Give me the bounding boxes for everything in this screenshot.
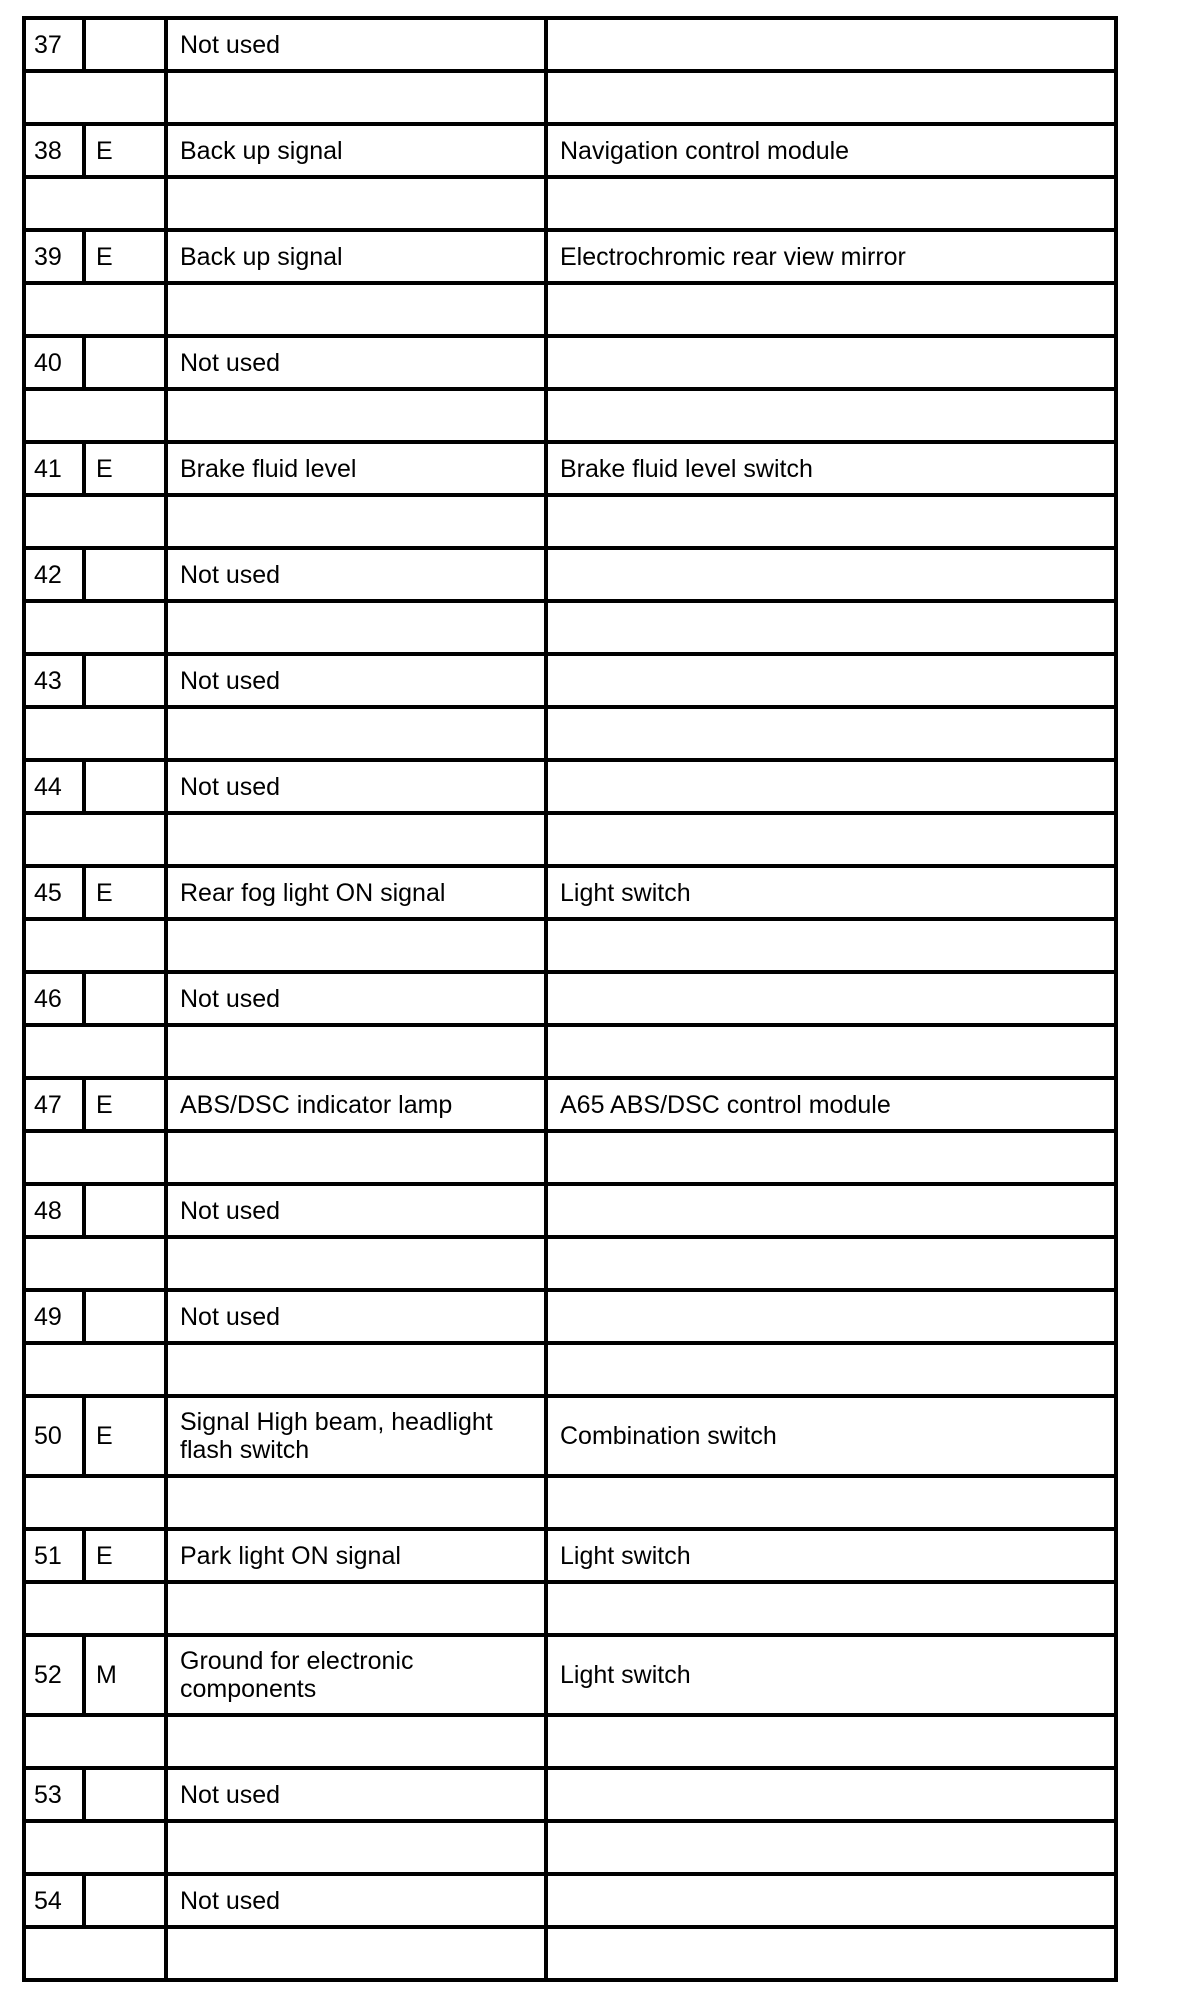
spacer-row xyxy=(24,389,1116,442)
empty-cell xyxy=(24,707,166,760)
table-row xyxy=(24,336,1116,389)
pin-number-cell: 38 xyxy=(24,124,84,177)
empty-cell xyxy=(24,601,166,654)
table-row xyxy=(24,654,1116,707)
signal-type-cell: E xyxy=(84,866,166,919)
component-cell: Light switch xyxy=(546,1635,1116,1715)
table-row xyxy=(24,548,1116,601)
empty-cell xyxy=(24,1927,166,1980)
empty-cell xyxy=(24,283,166,336)
empty-cell xyxy=(24,389,166,442)
empty-cell xyxy=(166,1715,546,1768)
table-row xyxy=(24,1635,1116,1715)
signal-type-cell xyxy=(84,1290,166,1343)
empty-cell xyxy=(546,1821,1116,1874)
empty-cell xyxy=(166,283,546,336)
component-cell: Brake fluid level switch xyxy=(546,442,1116,495)
description-cell: Not used xyxy=(166,1768,546,1821)
empty-cell xyxy=(546,283,1116,336)
component-cell xyxy=(546,1184,1116,1237)
empty-cell xyxy=(24,1131,166,1184)
component-cell xyxy=(546,1290,1116,1343)
table-row xyxy=(24,124,1116,177)
table-row xyxy=(24,760,1116,813)
description-cell: Not used xyxy=(166,1184,546,1237)
pin-number-cell: 52 xyxy=(24,1635,84,1715)
empty-cell xyxy=(166,1821,546,1874)
description-cell: Back up signal xyxy=(166,124,546,177)
empty-cell xyxy=(166,495,546,548)
empty-cell xyxy=(24,1237,166,1290)
pin-number-cell: 53 xyxy=(24,1768,84,1821)
description-cell: Ground for electronic components xyxy=(166,1635,546,1715)
empty-cell xyxy=(24,177,166,230)
empty-cell xyxy=(166,389,546,442)
description-cell: Not used xyxy=(166,336,546,389)
empty-cell xyxy=(166,1343,546,1396)
empty-cell xyxy=(546,707,1116,760)
signal-type-cell: E xyxy=(84,124,166,177)
pin-number-cell: 39 xyxy=(24,230,84,283)
spacer-row xyxy=(24,813,1116,866)
signal-type-cell xyxy=(84,18,166,71)
empty-cell xyxy=(24,813,166,866)
empty-cell xyxy=(546,601,1116,654)
pin-assignment-table xyxy=(22,16,1118,1982)
description-cell: Brake fluid level xyxy=(166,442,546,495)
empty-cell xyxy=(24,495,166,548)
pin-number-cell: 50 xyxy=(24,1396,84,1476)
empty-cell xyxy=(546,389,1116,442)
pin-number-cell: 54 xyxy=(24,1874,84,1927)
component-cell xyxy=(546,336,1116,389)
spacer-row xyxy=(24,1821,1116,1874)
component-cell xyxy=(546,1874,1116,1927)
empty-cell xyxy=(546,177,1116,230)
signal-type-cell: E xyxy=(84,1396,166,1476)
empty-cell xyxy=(546,1476,1116,1529)
empty-cell xyxy=(24,1025,166,1078)
spacer-row xyxy=(24,495,1116,548)
table-row xyxy=(24,1768,1116,1821)
empty-cell xyxy=(24,1343,166,1396)
empty-cell xyxy=(546,1715,1116,1768)
spacer-row xyxy=(24,71,1116,124)
component-cell xyxy=(546,760,1116,813)
spacer-row xyxy=(24,919,1116,972)
description-cell: Rear fog light ON signal xyxy=(166,866,546,919)
signal-type-cell xyxy=(84,654,166,707)
component-cell: A65 ABS/DSC control module xyxy=(546,1078,1116,1131)
empty-cell xyxy=(546,71,1116,124)
pin-number-cell: 51 xyxy=(24,1529,84,1582)
signal-type-cell xyxy=(84,760,166,813)
pin-number-cell: 44 xyxy=(24,760,84,813)
empty-cell xyxy=(166,1476,546,1529)
pin-number-cell: 42 xyxy=(24,548,84,601)
empty-cell xyxy=(546,1343,1116,1396)
empty-cell xyxy=(546,495,1116,548)
empty-cell xyxy=(24,71,166,124)
empty-cell xyxy=(166,813,546,866)
description-cell: Not used xyxy=(166,1290,546,1343)
empty-cell xyxy=(166,177,546,230)
signal-type-cell: E xyxy=(84,442,166,495)
table-row xyxy=(24,1396,1116,1476)
component-cell: Navigation control module xyxy=(546,124,1116,177)
empty-cell xyxy=(546,919,1116,972)
signal-type-cell xyxy=(84,1874,166,1927)
description-cell: Not used xyxy=(166,972,546,1025)
empty-cell xyxy=(24,919,166,972)
pin-number-cell: 48 xyxy=(24,1184,84,1237)
signal-type-cell: E xyxy=(84,230,166,283)
table-row xyxy=(24,442,1116,495)
empty-cell xyxy=(166,1927,546,1980)
empty-cell xyxy=(24,1582,166,1635)
table-row xyxy=(24,230,1116,283)
component-cell xyxy=(546,18,1116,71)
component-cell xyxy=(546,548,1116,601)
table-row xyxy=(24,866,1116,919)
description-cell: Not used xyxy=(166,1874,546,1927)
signal-type-cell xyxy=(84,548,166,601)
empty-cell xyxy=(24,1476,166,1529)
empty-cell xyxy=(546,1131,1116,1184)
table-row xyxy=(24,1874,1116,1927)
description-cell: Not used xyxy=(166,548,546,601)
description-cell: ABS/DSC indicator lamp xyxy=(166,1078,546,1131)
empty-cell xyxy=(546,1237,1116,1290)
empty-cell xyxy=(24,1821,166,1874)
component-cell: Light switch xyxy=(546,1529,1116,1582)
description-cell: Park light ON signal xyxy=(166,1529,546,1582)
spacer-row xyxy=(24,1025,1116,1078)
signal-type-cell: E xyxy=(84,1078,166,1131)
signal-type-cell xyxy=(84,972,166,1025)
empty-cell xyxy=(166,1582,546,1635)
spacer-row xyxy=(24,1343,1116,1396)
table-row xyxy=(24,1529,1116,1582)
spacer-row xyxy=(24,707,1116,760)
spacer-row xyxy=(24,1476,1116,1529)
signal-type-cell xyxy=(84,336,166,389)
empty-cell xyxy=(166,1025,546,1078)
component-cell xyxy=(546,972,1116,1025)
description-cell: Not used xyxy=(166,760,546,813)
pin-number-cell: 49 xyxy=(24,1290,84,1343)
empty-cell xyxy=(546,1025,1116,1078)
empty-cell xyxy=(166,707,546,760)
pin-number-cell: 43 xyxy=(24,654,84,707)
empty-cell xyxy=(546,1927,1116,1980)
signal-type-cell xyxy=(84,1768,166,1821)
empty-cell xyxy=(24,1715,166,1768)
pin-table-body xyxy=(24,18,1116,1980)
spacer-row xyxy=(24,1237,1116,1290)
empty-cell xyxy=(166,1131,546,1184)
signal-type-cell: M xyxy=(84,1635,166,1715)
empty-cell xyxy=(166,71,546,124)
spacer-row xyxy=(24,177,1116,230)
spacer-row xyxy=(24,601,1116,654)
spacer-row xyxy=(24,283,1116,336)
description-cell: Signal High beam, headlight flash switch xyxy=(166,1396,546,1476)
pin-number-cell: 46 xyxy=(24,972,84,1025)
description-cell: Not used xyxy=(166,654,546,707)
spacer-row xyxy=(24,1582,1116,1635)
pin-number-cell: 47 xyxy=(24,1078,84,1131)
spacer-row xyxy=(24,1715,1116,1768)
empty-cell xyxy=(546,1582,1116,1635)
spacer-row xyxy=(24,1131,1116,1184)
table-row xyxy=(24,1078,1116,1131)
description-cell: Not used xyxy=(166,18,546,71)
signal-type-cell: E xyxy=(84,1529,166,1582)
component-cell: Electrochromic rear view mirror xyxy=(546,230,1116,283)
table-row xyxy=(24,1184,1116,1237)
empty-cell xyxy=(166,919,546,972)
component-cell: Light switch xyxy=(546,866,1116,919)
signal-type-cell xyxy=(84,1184,166,1237)
component-cell xyxy=(546,1768,1116,1821)
pin-number-cell: 40 xyxy=(24,336,84,389)
component-cell: Combination switch xyxy=(546,1396,1116,1476)
description-cell: Back up signal xyxy=(166,230,546,283)
pin-number-cell: 41 xyxy=(24,442,84,495)
table-row xyxy=(24,1290,1116,1343)
empty-cell xyxy=(166,601,546,654)
table-row xyxy=(24,18,1116,71)
pin-number-cell: 45 xyxy=(24,866,84,919)
spacer-row xyxy=(24,1927,1116,1980)
empty-cell xyxy=(546,813,1116,866)
table-row xyxy=(24,972,1116,1025)
pin-number-cell: 37 xyxy=(24,18,84,71)
component-cell xyxy=(546,654,1116,707)
empty-cell xyxy=(166,1237,546,1290)
